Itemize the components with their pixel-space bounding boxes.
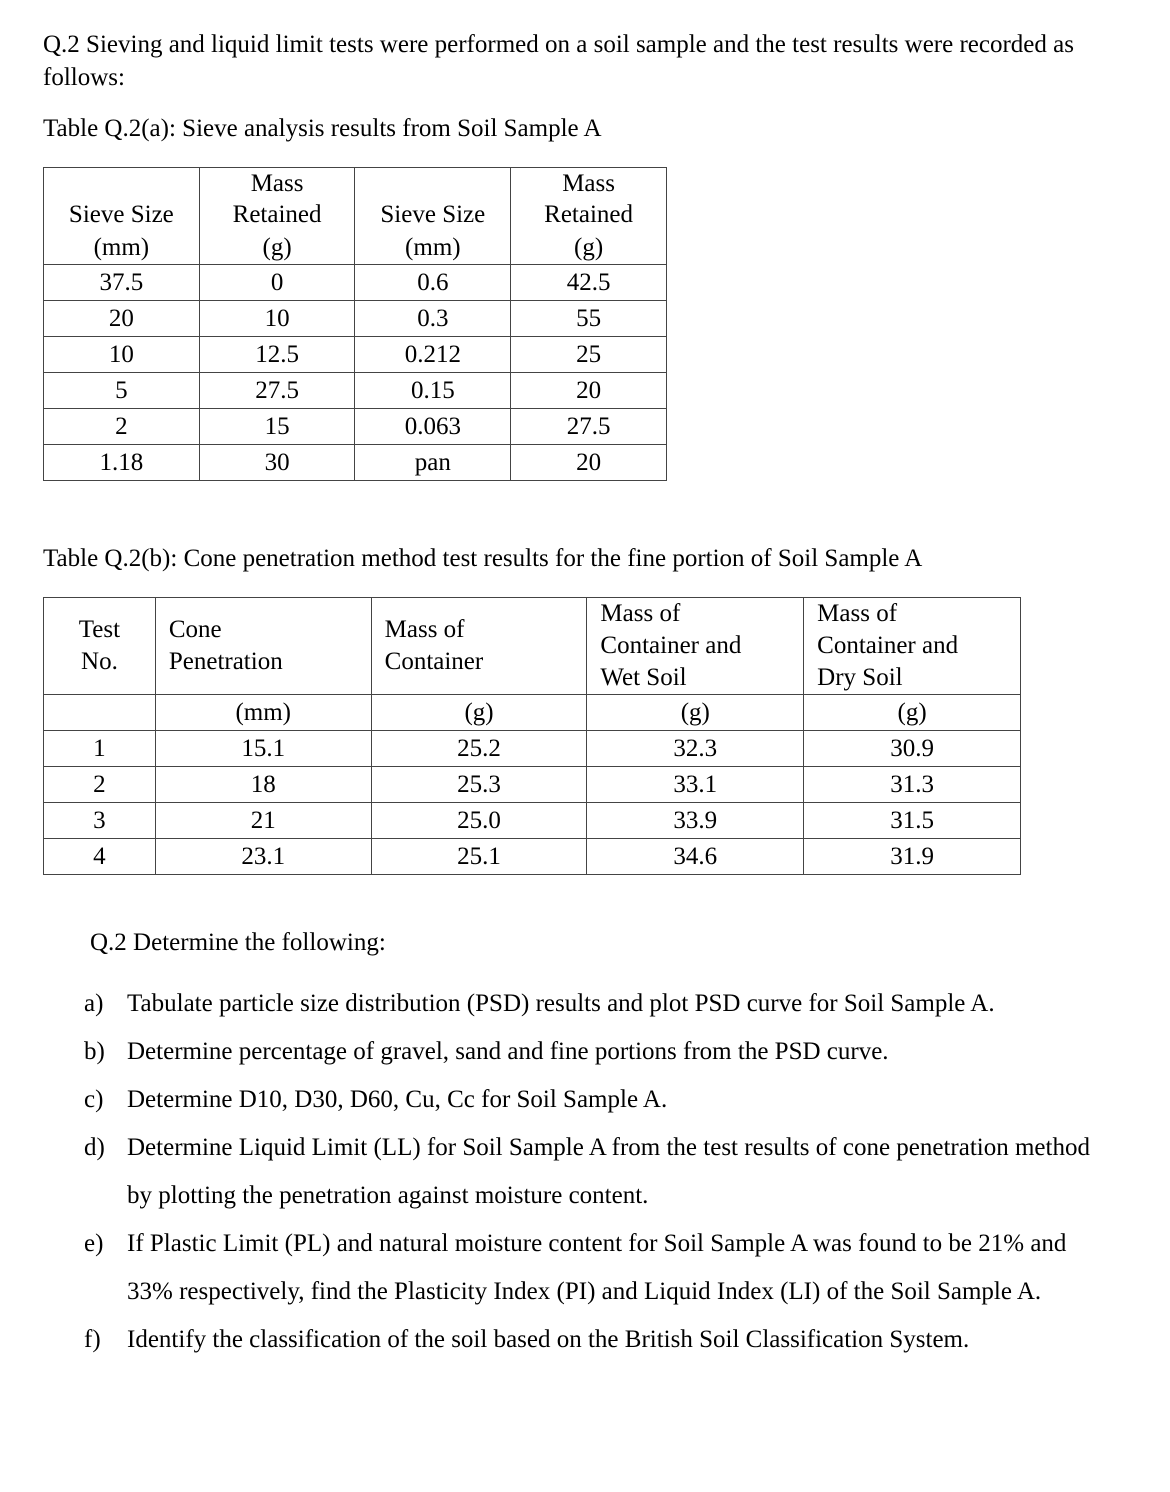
table-a-caption: Table Q.2(a): Sieve analysis results from Soil Sample A (43, 115, 602, 142)
cone-penetration-table (43, 597, 1021, 875)
questions-heading: Q.2 Determine the following: (90, 929, 386, 956)
table-cell: 34.6 (587, 839, 804, 875)
table-b-caption: Table Q.2(b): Cone penetration method test results for the fine portion of Soil Sample A (43, 545, 923, 572)
table-cell: 25.0 (371, 803, 587, 839)
table-cell: 0.3 (355, 301, 511, 337)
list-item-letter: f) (84, 1326, 101, 1353)
table-a-header-cell: Sieve Size (44, 168, 200, 231)
table-b-header-row (44, 598, 1021, 695)
table-cell: 25 (511, 337, 667, 373)
table-a-unit-cell: (mm) (355, 230, 511, 265)
table-cell: 23.1 (155, 839, 371, 875)
list-item (84, 1220, 1104, 1316)
table-b-header-cell: Mass of Container (371, 598, 587, 695)
list-item-letter: e) (84, 1230, 104, 1257)
table-cell: pan (355, 445, 511, 481)
table-b-unit-cell: (g) (371, 695, 587, 731)
table-b-unit-cell: (mm) (155, 695, 371, 731)
table-cell: 20 (511, 445, 667, 481)
table-cell: 12.5 (199, 337, 355, 373)
table-cell: 32.3 (587, 731, 804, 767)
table-a-header-cell: Mass Retained (199, 168, 355, 231)
table-cell: 42.5 (511, 265, 667, 301)
table-row (44, 373, 667, 409)
table-b-header-cell: Cone Penetration (155, 598, 371, 695)
table-cell: 2 (44, 767, 156, 803)
list-item (84, 1028, 1104, 1076)
sieve-analysis-table (43, 167, 667, 481)
table-cell: 10 (199, 301, 355, 337)
table-cell: 30 (199, 445, 355, 481)
table-cell: 2 (44, 409, 200, 445)
table-cell: 21 (155, 803, 371, 839)
table-a-header-row (44, 168, 667, 231)
table-a-unit-cell: (g) (199, 230, 355, 265)
table-cell: 3 (44, 803, 156, 839)
table-a-unit-cell: (mm) (44, 230, 200, 265)
table-b-unit-row (44, 695, 1021, 731)
list-item-text: Determine D10, D30, D60, Cu, Cc for Soil Sample A. (127, 1086, 668, 1113)
table-cell: 15.1 (155, 731, 371, 767)
table-row (44, 767, 1021, 803)
table-cell: 33.9 (587, 803, 804, 839)
list-item-text: Determine percentage of gravel, sand and fine portions from the PSD curve. (127, 1038, 889, 1065)
table-cell: 1.18 (44, 445, 200, 481)
list-item-letter: a) (84, 990, 104, 1017)
table-cell: 31.3 (804, 767, 1021, 803)
table-b-header-cell: Mass of Container and Dry Soil (804, 598, 1021, 695)
list-item-text: Tabulate particle size distribution (PSD) results and plot PSD curve for Soil Sample A. (127, 990, 995, 1017)
list-item-letter: d) (84, 1134, 105, 1161)
table-row (44, 265, 667, 301)
table-cell: 0.15 (355, 373, 511, 409)
table-cell: 0 (199, 265, 355, 301)
table-cell: 0.063 (355, 409, 511, 445)
list-item-letter: b) (84, 1038, 105, 1065)
table-row (44, 803, 1021, 839)
list-item-text: Determine Liquid Limit (LL) for Soil Sample A from the test results of cone penetration method by plotting the penetration against moisture content. (127, 1134, 1090, 1209)
table-cell: 20 (44, 301, 200, 337)
list-item-text: Identify the classification of the soil based on the British Soil Classification System. (127, 1326, 970, 1353)
question-list (84, 980, 1104, 1364)
table-row (44, 337, 667, 373)
table-cell: 27.5 (511, 409, 667, 445)
table-cell: 15 (199, 409, 355, 445)
table-cell: 10 (44, 337, 200, 373)
table-a-header-cell: Sieve Size (355, 168, 511, 231)
table-row (44, 731, 1021, 767)
table-row (44, 301, 667, 337)
table-cell: 25.1 (371, 839, 587, 875)
table-a-unit-cell: (g) (511, 230, 667, 265)
table-b-header-cell: Test No. (44, 598, 156, 695)
table-cell: 0.6 (355, 265, 511, 301)
list-item-text: If Plastic Limit (PL) and natural moisture content for Soil Sample A was found to be 21% and 33% respectively, find the Plasticity Index (PI) and Liquid Index (LI) of the Soil Sample A. (127, 1230, 1067, 1305)
table-cell: 37.5 (44, 265, 200, 301)
table-b-unit-cell (44, 695, 156, 731)
list-item (84, 980, 1104, 1028)
table-cell: 25.2 (371, 731, 587, 767)
table-row (44, 445, 667, 481)
table-row (44, 839, 1021, 875)
table-b-unit-cell: (g) (804, 695, 1021, 731)
list-item (84, 1316, 1104, 1364)
table-b-header-cell: Mass of Container and Wet Soil (587, 598, 804, 695)
table-cell: 33.1 (587, 767, 804, 803)
table-cell: 18 (155, 767, 371, 803)
table-b-unit-cell: (g) (587, 695, 804, 731)
table-cell: 5 (44, 373, 200, 409)
intro-text: Q.2 Sieving and liquid limit tests were performed on a soil sample and the test results were recorded as follows: (43, 31, 1074, 91)
table-cell: 0.212 (355, 337, 511, 373)
table-cell: 20 (511, 373, 667, 409)
table-cell: 30.9 (804, 731, 1021, 767)
table-a-header-cell: Mass Retained (511, 168, 667, 231)
table-cell: 31.5 (804, 803, 1021, 839)
table-cell: 25.3 (371, 767, 587, 803)
table-a-unit-row (44, 230, 667, 265)
table-cell: 4 (44, 839, 156, 875)
table-cell: 27.5 (199, 373, 355, 409)
list-item-letter: c) (84, 1086, 104, 1113)
list-item (84, 1076, 1104, 1124)
table-cell: 1 (44, 731, 156, 767)
list-item (84, 1124, 1104, 1220)
table-row (44, 409, 667, 445)
table-cell: 55 (511, 301, 667, 337)
table-cell: 31.9 (804, 839, 1021, 875)
